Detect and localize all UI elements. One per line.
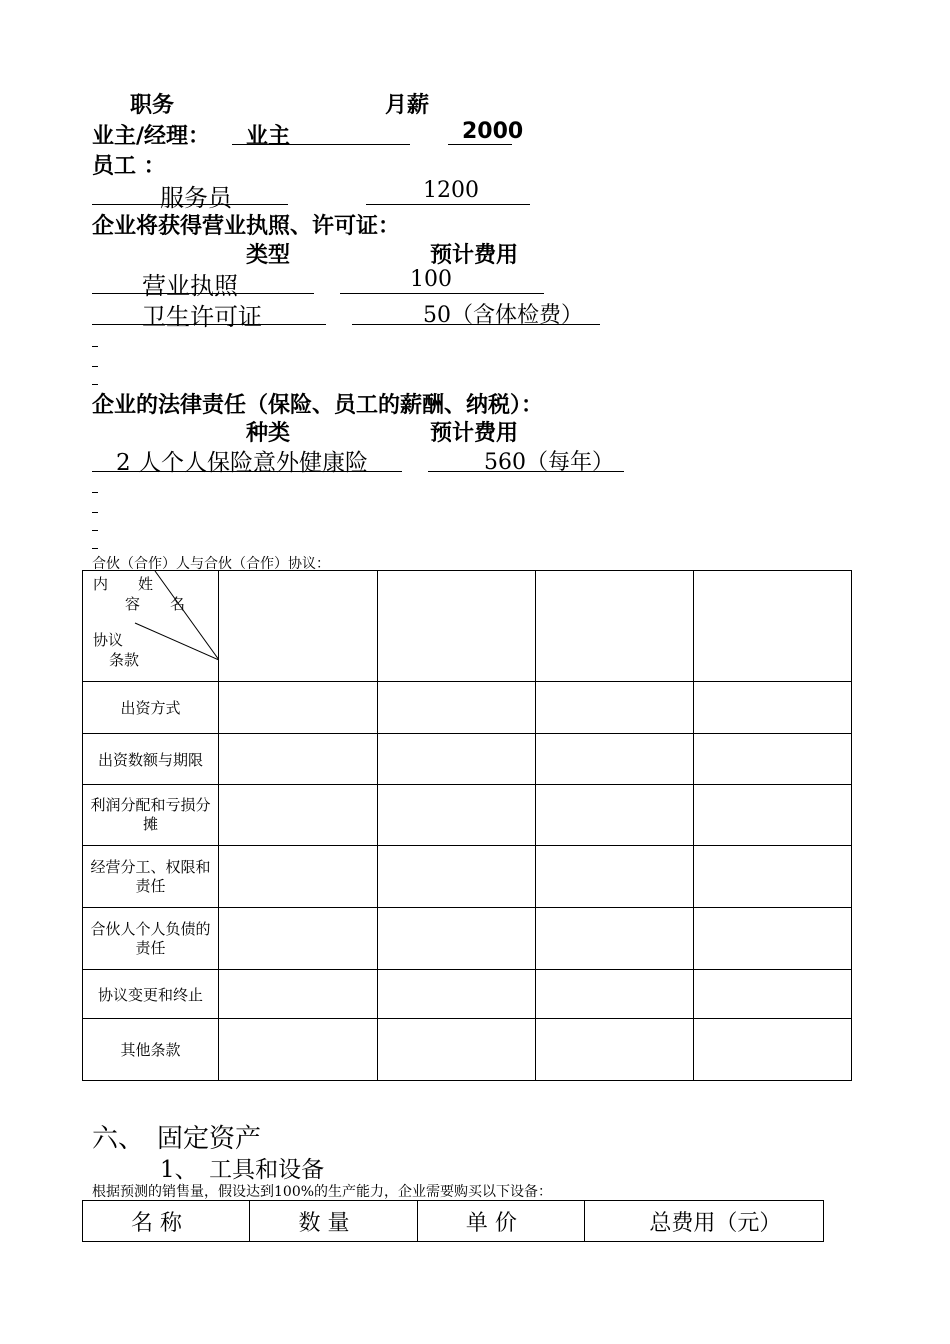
license-cost: 100 (410, 267, 452, 292)
row-label: 利润分配和亏损分摊 (83, 785, 219, 846)
partner-cell[interactable] (536, 734, 694, 785)
table-row (83, 1019, 852, 1081)
license-name: 卫生许可证 (142, 303, 262, 331)
partner-cell[interactable] (536, 682, 694, 734)
table-row (83, 682, 852, 734)
employee-salary: 1200 (423, 178, 479, 203)
legal-heading: 企业的法律责任（保险、员工的薪酬、纳税）： (92, 393, 544, 418)
partner-cell[interactable] (694, 908, 852, 970)
licenses-heading: 企业将获得营业执照、许可证： (92, 214, 401, 239)
underline (92, 204, 288, 205)
underline (352, 324, 600, 325)
row-label: 其他条款 (83, 1019, 219, 1081)
partner-cell[interactable] (378, 785, 536, 846)
table-row (83, 908, 852, 970)
row-label: 协议变更和终止 (83, 970, 219, 1019)
partner-cell[interactable] (378, 571, 536, 682)
partner-cell[interactable] (219, 785, 378, 846)
owner-value: 业主 (246, 124, 291, 149)
legal-row-name: 2 人个人保险意外健康险 (116, 450, 368, 476)
corner-bottom-text: 条款 (109, 651, 140, 669)
license-cost: 50（含体检费） (423, 303, 583, 328)
employee-value: 服务员 (160, 184, 232, 212)
column-header: 总费用（元） (585, 1201, 824, 1242)
section-title: 六、 固定资产 (92, 1124, 262, 1154)
underline (232, 144, 410, 145)
section-note: 根据预测的销售量，假设达到100%的生产能力，企业需要购买以下设备： (92, 1184, 553, 1200)
column-header: 单 价 (417, 1201, 584, 1242)
underline (340, 293, 544, 294)
partner-cell[interactable] (536, 908, 694, 970)
legal-col-cost: 预计费用 (430, 421, 519, 446)
blank-line (92, 530, 98, 531)
licenses-col-cost: 预计费用 (430, 243, 519, 268)
partner-cell[interactable] (694, 571, 852, 682)
partner-cell[interactable] (378, 846, 536, 908)
corner-top-text: 内 姓 (93, 575, 154, 593)
partner-cell[interactable] (694, 785, 852, 846)
underline (366, 204, 530, 205)
blank-line (92, 512, 98, 513)
partner-cell[interactable] (219, 682, 378, 734)
row-label: 出资方式 (83, 682, 219, 734)
underline (92, 293, 314, 294)
row-label: 经营分工、权限和责任 (83, 846, 219, 908)
partner-cell[interactable] (536, 846, 694, 908)
license-name: 营业执照 (142, 272, 238, 300)
table-row (83, 785, 852, 846)
underline (92, 471, 402, 472)
partner-cell[interactable] (378, 682, 536, 734)
underline (448, 144, 512, 145)
partner-cell[interactable] (378, 1019, 536, 1081)
partner-cell[interactable] (378, 734, 536, 785)
partner-cell[interactable] (694, 846, 852, 908)
partner-cell[interactable] (219, 1019, 378, 1081)
underline (92, 324, 326, 325)
table-row (83, 734, 852, 785)
corner-mid-text: 容 名 (125, 595, 186, 613)
partner-cell[interactable] (536, 970, 694, 1019)
blank-line (92, 548, 98, 549)
partner-cell[interactable] (694, 734, 852, 785)
partnership-caption: 合伙（合作）人与合伙（合作）协议： (92, 556, 330, 572)
partner-cell[interactable] (536, 785, 694, 846)
partner-cell[interactable] (378, 970, 536, 1019)
partner-cell[interactable] (219, 908, 378, 970)
licenses-col-type: 类型 (246, 243, 291, 268)
partner-cell[interactable] (536, 571, 694, 682)
partner-cell[interactable] (536, 1019, 694, 1081)
corner-bottom-text: 协议 (93, 631, 124, 649)
legal-col-type: 种类 (246, 421, 291, 446)
table-row (83, 970, 852, 1019)
owner-salary: 2000 (462, 119, 524, 144)
section-subtitle: 1、 工具和设备 (160, 1157, 325, 1183)
partner-cell[interactable] (219, 734, 378, 785)
partner-cell[interactable] (694, 682, 852, 734)
blank-line (92, 346, 98, 347)
column-header: 名 称 (83, 1201, 250, 1242)
partner-cell[interactable] (219, 846, 378, 908)
underline (428, 471, 624, 472)
partnership-table (82, 570, 852, 1081)
partner-cell[interactable] (694, 970, 852, 1019)
column-header: 数 量 (250, 1201, 417, 1242)
row-label: 出资数额与期限 (83, 734, 219, 785)
col-salary-header: 月薪 (385, 93, 430, 118)
col-job-header: 职务 (130, 93, 175, 118)
partner-cell[interactable] (378, 908, 536, 970)
equipment-table (82, 1200, 824, 1242)
partner-cell[interactable] (694, 1019, 852, 1081)
owner-label: 业主/经理： (92, 124, 211, 149)
blank-line (92, 492, 98, 493)
corner-cell (83, 571, 219, 682)
blank-line (92, 366, 98, 367)
blank-line (92, 384, 98, 385)
legal-row-cost: 560（每年） (484, 450, 614, 475)
partner-cell[interactable] (219, 571, 378, 682)
row-label: 合伙人个人负债的责任 (83, 908, 219, 970)
partner-cell[interactable] (219, 970, 378, 1019)
employee-label: 员工 ： (92, 154, 166, 179)
table-row (83, 846, 852, 908)
